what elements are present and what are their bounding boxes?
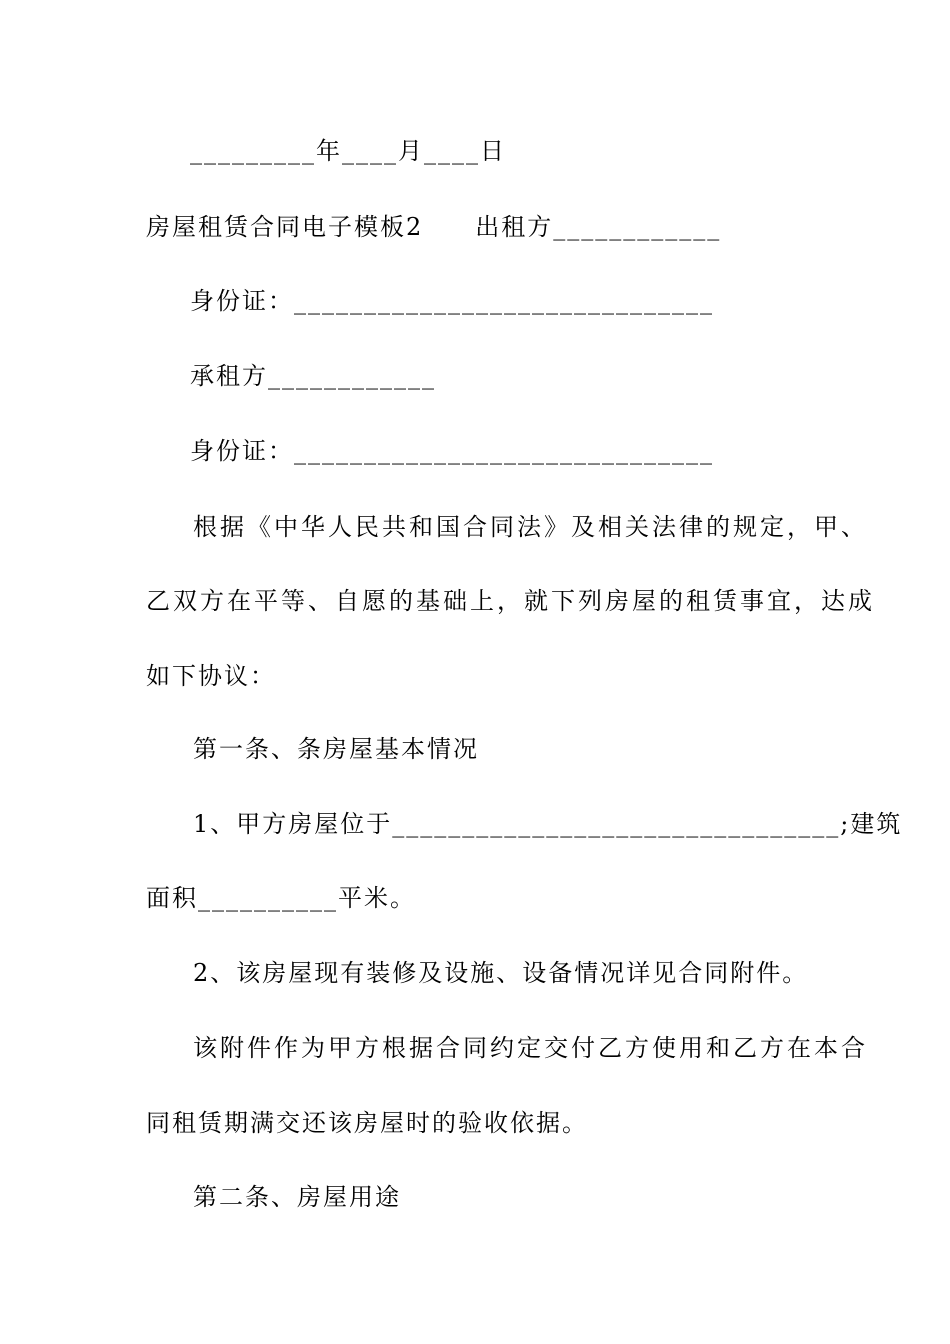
paragraph-line: 同租赁期满交还该房屋时的验收依据。 — [146, 1109, 588, 1137]
paragraph-line: 如下协议： — [146, 662, 276, 690]
document-title: 房屋租赁合同电子模板2 — [146, 213, 424, 241]
clause-line: 2、该房屋现有装修及设施、设备情况详见合同附件。 — [193, 959, 809, 987]
lessee-id-field: 身份证：______________________________ — [190, 437, 714, 465]
title-row — [0, 207, 950, 247]
clause-line: 1、甲方房屋位于________________________________;建筑 — [193, 810, 903, 838]
date-line: _________年____月____日 — [190, 137, 506, 165]
clause-line: 面积__________平米。 — [146, 884, 416, 912]
paragraph-line: 根据《中华人民共和国合同法》及相关法律的规定，甲、 — [193, 513, 868, 541]
article-heading: 第一条、条房屋基本情况 — [193, 735, 479, 763]
paragraph-line: 乙双方在平等、自愿的基础上，就下列房屋的租赁事宜，达成 — [146, 587, 875, 615]
lessor-field: 出租方____________ — [475, 213, 722, 241]
article-heading: 第二条、房屋用途 — [193, 1183, 401, 1211]
lessee-field: 承租方____________ — [190, 362, 436, 390]
lessor-id-field: 身份证：______________________________ — [190, 287, 714, 315]
paragraph-line: 该附件作为甲方根据合同约定交付乙方使用和乙方在本合 — [193, 1034, 868, 1062]
